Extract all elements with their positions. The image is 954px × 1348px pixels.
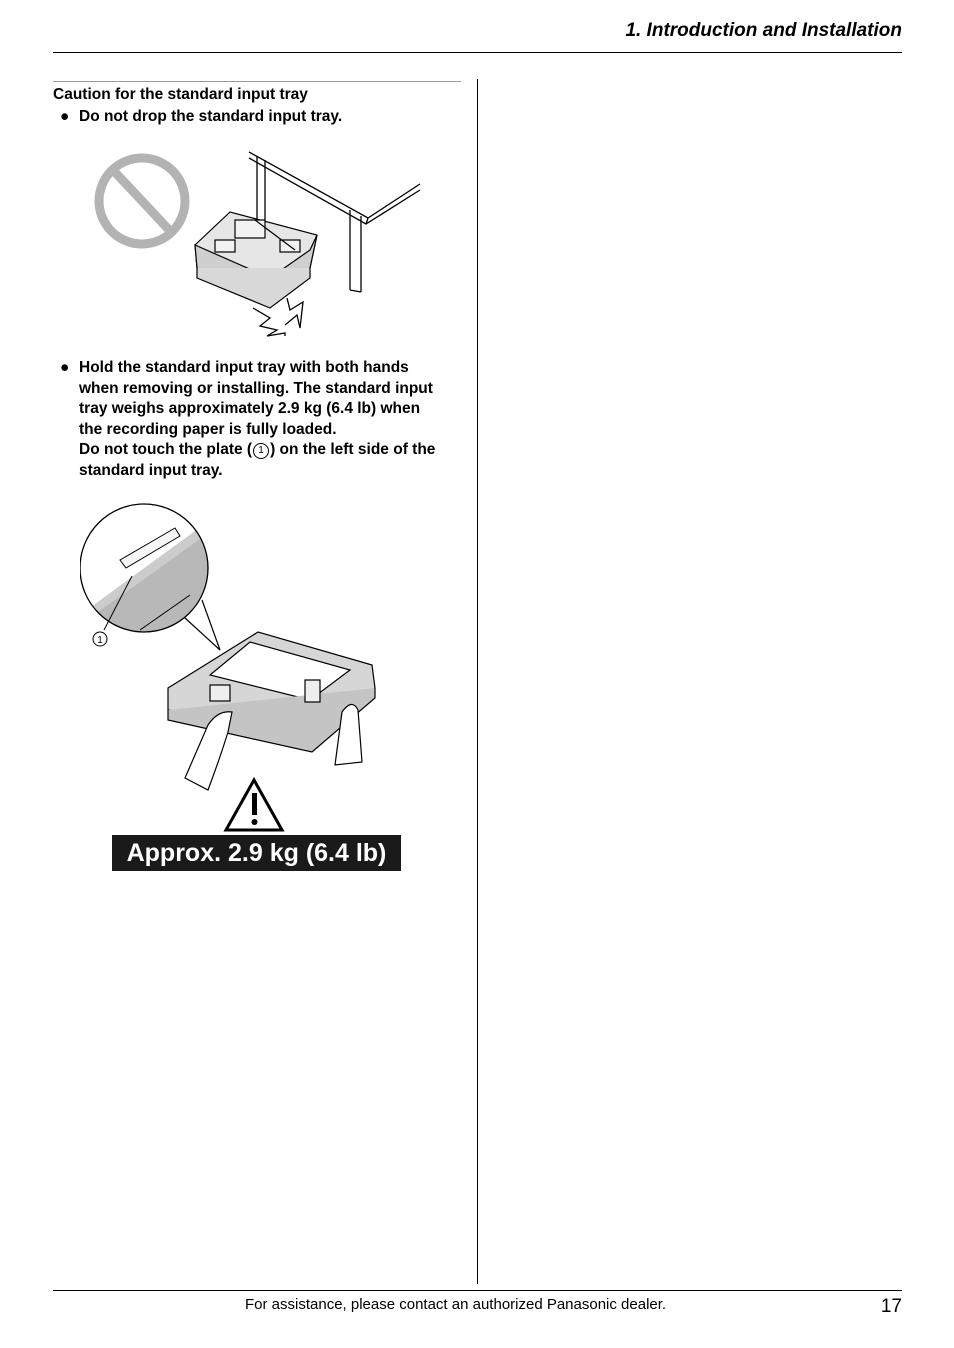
section-rule	[53, 81, 461, 82]
detail-magnifier	[80, 500, 220, 650]
touch-text-before: Do not touch the plate (	[79, 441, 253, 458]
prohibition-sign-icon	[99, 158, 185, 244]
callout-1	[93, 632, 107, 646]
bullet-icon: ●	[60, 359, 70, 376]
bullet-line: standard input tray.	[79, 461, 223, 479]
warning-triangle-icon	[226, 780, 282, 830]
callout-number-1: 1	[97, 635, 103, 646]
header-title: 1. Introduction and Installation	[625, 20, 902, 41]
bullet-icon: ●	[60, 108, 70, 125]
footer-rule	[53, 1290, 902, 1291]
column-divider	[477, 79, 478, 1284]
touch-text-after: ) on the left side of the	[270, 441, 436, 458]
header-rule	[53, 52, 902, 53]
bullet-line-touch	[79, 440, 459, 461]
bullet-line: when removing or installing. The standard input	[79, 379, 433, 397]
bullet-line: tray weighs approximately 2.9 kg (6.4 lb) when	[79, 400, 421, 417]
section-heading: Caution for the standard input tray	[53, 86, 308, 103]
bullet-text-drop: Do not drop the standard input tray.	[79, 108, 343, 125]
figure-hold-tray	[80, 500, 400, 835]
bullet-text-hold	[79, 358, 459, 481]
footer-assistance-text: For assistance, please contact an authorized Panasonic dealer.	[245, 1296, 667, 1313]
bullet-line: Hold the standard input tray with both hands	[79, 359, 409, 376]
figure-drop-tray	[85, 140, 435, 340]
page-number: 17	[880, 1296, 902, 1317]
callout-number: 1	[253, 443, 269, 459]
bullet-line: the recording paper is fully loaded.	[79, 420, 337, 438]
weight-label: Approx. 2.9 kg (6.4 lb)	[112, 835, 401, 871]
tray-drawing	[195, 212, 317, 308]
